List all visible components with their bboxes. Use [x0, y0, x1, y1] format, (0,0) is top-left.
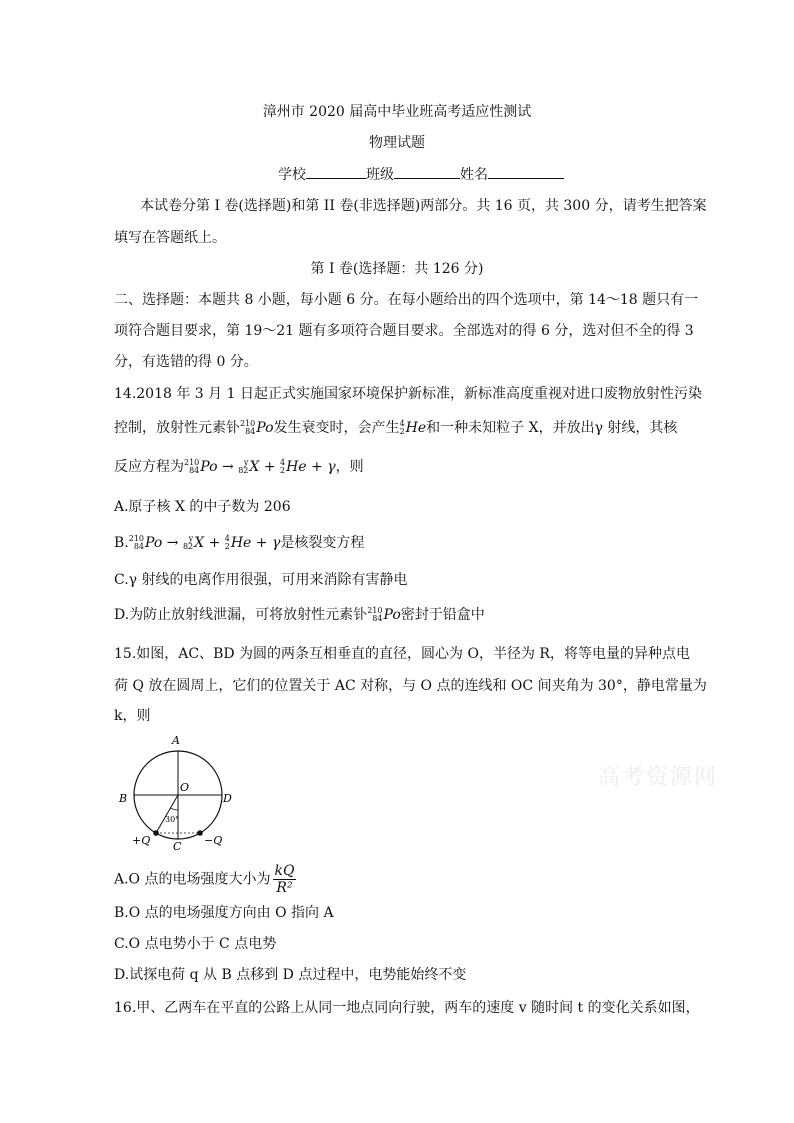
- q16-line-1: 16.甲、乙两车在平直的公路上从同一地点同向行驶，两车的速度 v 随时间 t 的变化关系如图，: [114, 1000, 700, 1016]
- name-label: 姓名: [460, 167, 488, 183]
- q14-line-3: [114, 457, 364, 477]
- minus-q-charge: [197, 830, 203, 836]
- intro-line-2: 填写在答题纸上。: [114, 230, 226, 246]
- q14-text: 反应方程为: [114, 459, 184, 475]
- class-blank[interactable]: [394, 164, 460, 179]
- q14-option-b: B. 210 84 Po → y 82 X + 4 2 He + γ是核裂变方程: [114, 534, 365, 551]
- intro-line-1: 本试卷分第 I 卷(选择题)和第 II 卷(非选择题)两部分。共 16 页，共 300 分，请考生把答案: [140, 198, 707, 214]
- angle-label: 30°: [165, 815, 180, 824]
- q14-option-d: D.为防止放射线泄漏，可将放射性元素钋 210 84 Po密封于铅盒中: [114, 606, 485, 623]
- instruction-line-2: 项符合题目要求，第 19～21 题有多项符合题目要求。全部选对的得 6 分，选对但不全的得 3: [114, 323, 694, 339]
- school-blank[interactable]: [306, 164, 366, 179]
- po-nuclide: 210 84 Po: [367, 606, 401, 623]
- label-minus-q: −Q: [204, 834, 223, 847]
- student-info-fields: [278, 164, 564, 185]
- q15-line-3: k，则: [114, 708, 151, 724]
- he-nuclide: 4 2 He: [399, 419, 427, 436]
- q14-text: 发生衰变时，会产生: [273, 420, 400, 436]
- q15-line-2: 荷 Q 放在圆周上，它们的位置关于 AC 对称，与 O 点的连线和 OC 间夹角为 30°，静电常量为: [114, 678, 707, 694]
- watermark: 高考资源网: [598, 765, 719, 790]
- q14-text: 控制，放射性元素钋: [114, 420, 240, 436]
- q14-line-1: 14.2018 年 3 月 1 日起正式实施国家环境保护新标准，新标准高度重视对进口废物放射性污染: [114, 386, 702, 402]
- subject-title: 物理试题: [369, 135, 425, 151]
- circle-diagram: [110, 730, 250, 850]
- nuclear-equation: 210 84 Po → y 82 X + 4 2 He + γ: [184, 458, 336, 475]
- po-nuclide: 210 84 Po: [240, 419, 274, 436]
- line-o-plus-q: [156, 795, 178, 833]
- q15-option-b: B.O 点的电场强度方向由 O 指向 A: [114, 905, 334, 921]
- instruction-line-3: 分，有选错的得 0 分。: [114, 354, 258, 370]
- field-formula: $\frac{kQ}{\text{R²}}$: [274, 863, 295, 896]
- q15-option-d: D.试探电荷 q 从 B 点移到 D 点过程中，电势能始终不变: [114, 967, 467, 983]
- q14-option-a: A.原子核 X 的中子数为 206: [114, 499, 291, 515]
- section-title: 第 I 卷(选择题：共 126 分): [310, 261, 484, 277]
- q15-option-a: A.O 点的电场强度大小为 $\frac{kQ}{\text{R²}}$: [114, 863, 295, 896]
- school-label: 学校: [278, 167, 306, 183]
- class-label: 班级: [366, 167, 394, 183]
- label-d: D: [223, 792, 232, 805]
- q15-option-c: C.O 点电势小于 C 点电势: [114, 936, 277, 952]
- q14-line-2: [114, 418, 677, 438]
- page-title: 漳州市 2020 届高中毕业班高考适应性测试: [262, 104, 532, 120]
- q15-line-1: 15.如图，AC、BD 为圆的两条互相垂直的直径，圆心为 O，半径为 R，将等电量的异种点电: [114, 646, 690, 662]
- label-b: B: [119, 792, 128, 805]
- instruction-line-1: 二、选择题：本题共 8 小题，每小题 6 分。在每小题给出的四个选项中，第 14～18 题只有一: [114, 292, 699, 308]
- label-plus-q: +Q: [132, 834, 151, 847]
- nuclear-equation: 210 84 Po → y 82 X + 4 2 He + γ: [128, 534, 281, 551]
- q14-text: ，则: [335, 459, 364, 475]
- label-a: A: [172, 734, 180, 747]
- angle-arc: [171, 808, 179, 810]
- label-o: O: [180, 781, 190, 794]
- name-blank[interactable]: [488, 164, 564, 179]
- q14-text: 和一种未知粒子 X，并放出γ 射线，其核: [426, 420, 678, 436]
- q14-option-c: C.γ 射线的电离作用很强，可用来消除有害静电: [114, 572, 408, 588]
- plus-q-charge: [153, 830, 159, 836]
- label-c: C: [173, 840, 182, 850]
